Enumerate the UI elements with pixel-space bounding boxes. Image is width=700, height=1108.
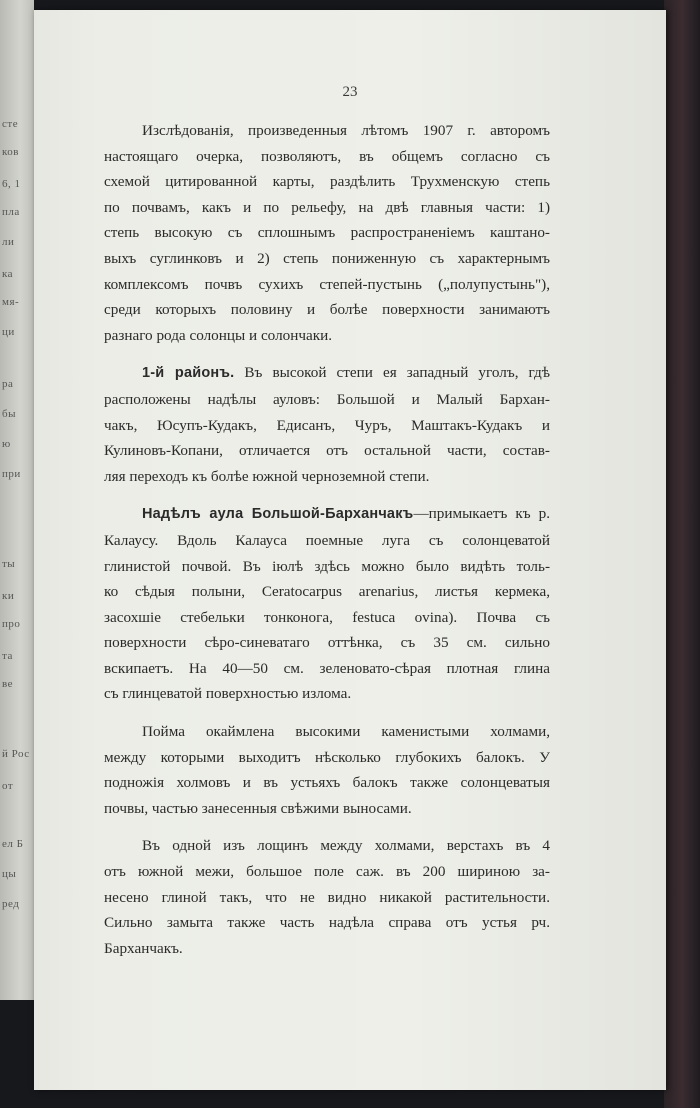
text-line: глинистой почвой. Въ іюлѣ здѣсь можно было видѣть толь-: [104, 557, 550, 575]
text-line: почвы, частью занесенныя свѣжими выносами.: [104, 799, 412, 817]
left-fragment: та: [2, 650, 13, 662]
left-fragment: ред: [2, 898, 20, 910]
text-line: по почвамъ, какъ и по рельефу, на двѣ главныя части: 1): [104, 198, 550, 216]
text-line: разнаго рода солонцы и солончаки.: [104, 326, 333, 344]
text-line: Изслѣдованія, произведенныя лѣтомъ 1907 г. авторомъ: [142, 122, 550, 139]
text-fragment: —примыкаетъ къ р.: [413, 505, 550, 523]
left-fragment: ци: [2, 326, 15, 338]
text-line: засохшіе стебельки тонконога, festuca ovina). Почва съ: [104, 608, 550, 626]
text-line: [66, 360, 550, 387]
text-line: Кулиновъ-Копани, отличается отъ остальной части, состав-: [104, 442, 550, 460]
text-line: Въ одной изъ лощинъ между холмами, верстахъ въ 4: [142, 837, 550, 855]
paragraph-floodplain: [66, 719, 550, 821]
left-fragment: й Рос: [2, 748, 30, 760]
text-line: съ глинцеватой поверхностью излома.: [104, 685, 352, 703]
left-fragment: пла: [2, 206, 20, 218]
paragraph-district-1: [66, 360, 550, 489]
text-line: среди которыхъ половину и болѣе поверхности занимаютъ: [104, 301, 550, 319]
text-line: ко сѣдыя полыни, Ceratocarpus arenarius, листья кермека,: [104, 583, 550, 601]
left-fragment: ки: [2, 590, 15, 602]
left-page-edge: [0, 0, 34, 1000]
text-fragment: Въ высокой степи ея западный уголъ, гдѣ: [234, 364, 550, 382]
text-line: отъ южной межи, большое поле саж. въ 200 шириною за-: [104, 863, 550, 881]
paragraph-bolshoi-barkhanchak: [66, 501, 550, 707]
left-fragment: ел Б: [2, 838, 24, 850]
text-line: расположены надѣлы ауловъ: Большой и Малый Бархан-: [104, 390, 550, 408]
text-line: настоящаго очерка, позволяютъ, въ общемъ согласно съ: [104, 147, 550, 165]
text-line: выхъ суглинковъ и 2) степь пониженную съ характернымъ: [104, 249, 550, 267]
left-fragment: про: [2, 618, 21, 630]
text-line: ляя переходъ къ болѣе южной черноземной степи.: [104, 467, 430, 485]
text-line: между которыми выходитъ нѣсколько глубокихъ балокъ. У: [104, 748, 550, 766]
text-line: несено глиной такъ, что не видно никакой растительности.: [104, 888, 550, 906]
left-fragment: 6, 1: [2, 178, 21, 190]
text-line: поверхности сѣро-синеватаго оттѣнка, съ 35 см. сильно: [104, 634, 550, 652]
page-body: [66, 118, 550, 973]
text-line: степь высокую съ сплошнымъ распространеніемъ каштано-: [104, 224, 550, 242]
left-fragment: ю: [2, 438, 11, 450]
left-fragment: ра: [2, 378, 14, 390]
text-line: схемой цитированной карты, раздѣлить Трухменскую степь: [104, 173, 550, 191]
left-fragment: ков: [2, 146, 19, 158]
left-fragment: ка: [2, 268, 14, 280]
book-cover-edge: [664, 0, 700, 1108]
left-fragment: сте: [2, 118, 19, 130]
paragraph-hollow: [66, 833, 550, 961]
page-number: 23: [342, 84, 358, 100]
text-line: Пойма окаймлена высокими каменистыми холмами,: [142, 723, 550, 741]
book-page: [34, 10, 666, 1090]
text-line: Сильно замыта также часть надѣла справа отъ устья рч.: [104, 914, 550, 932]
section-heading: 1-й районъ.: [142, 365, 235, 382]
left-fragment: ве: [2, 678, 14, 690]
left-fragment: ли: [2, 236, 15, 248]
paragraph-intro: [66, 118, 550, 348]
text-line: комплексомъ почвъ сухихъ степей-пустынь („полупустынь"),: [104, 275, 550, 293]
left-fragment: ты: [2, 558, 16, 570]
text-line: чакъ, Юсупъ-Кудакъ, Едисанъ, Чуръ, Маштакъ-Кудакъ и: [104, 416, 550, 434]
section-heading: Надѣлъ аула Большой-Барханчакъ: [142, 506, 414, 523]
left-fragment: мя-: [2, 296, 20, 308]
left-fragment: цы: [2, 868, 17, 880]
text-line: подножія холмовъ и въ устьяхъ балокъ также солонцеватыя: [104, 774, 550, 792]
left-fragment: при: [2, 468, 21, 480]
text-line: [66, 501, 550, 528]
text-line: Барханчакъ.: [104, 939, 183, 957]
left-fragment: от: [2, 780, 14, 792]
left-fragment: бы: [2, 408, 16, 420]
text-line: вскипаетъ. На 40—50 см. зеленовато-сѣрая плотная глина: [104, 659, 550, 677]
text-line: Калаусу. Вдоль Калауса поемные луга съ солонцеватой: [104, 531, 550, 549]
